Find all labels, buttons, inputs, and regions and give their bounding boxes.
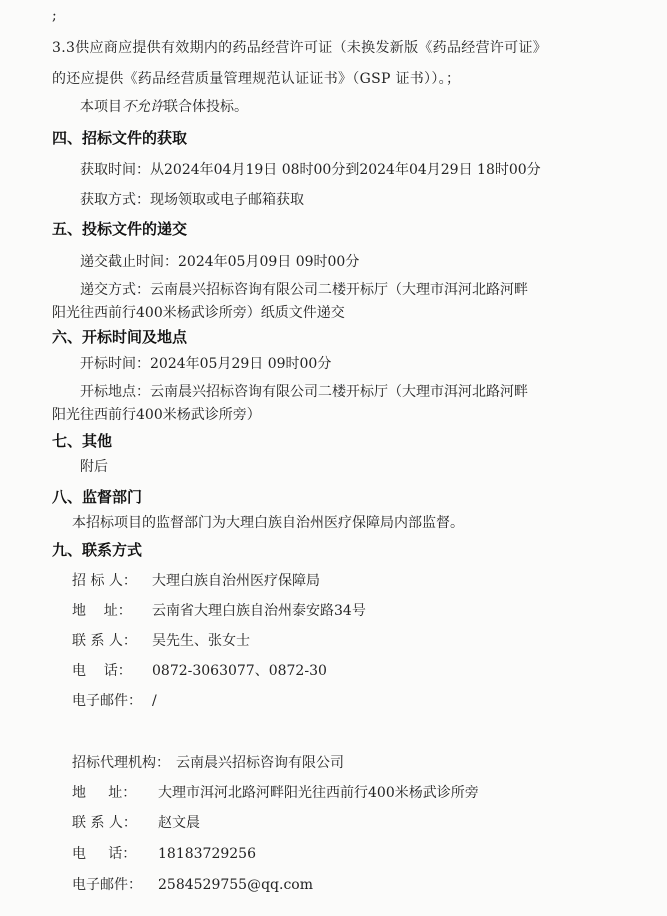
acquire-time: 获取时间：从2024年04月19日 08时00分到2024年04月29日 18时00分 [80, 162, 541, 178]
agency-email-row: 电子邮件： 2584529755@qq.com [72, 877, 313, 893]
agency-row: 招标代理机构： 云南晨兴招标咨询有限公司 [72, 755, 344, 771]
tenderer-row: 招 标 人： 大理白族自治州医疗保障局 [72, 573, 320, 589]
section-5-title: 五、投标文件的递交 [52, 220, 188, 238]
tenderer-phone-row: 电 话： 0872-3063077、0872-30 [72, 663, 327, 679]
opening-place-line1: 开标地点：云南晨兴招标咨询有限公司二楼开标厅（大理市洱河北路河畔 [80, 384, 528, 400]
section-4-title: 四、招标文件的获取 [52, 129, 188, 147]
tenderer-contact-row: 联 系 人： 吴先生、张女士 [72, 633, 250, 649]
tenderer-address-row: 地 址： 云南省大理白族自治州泰安路34号 [72, 603, 366, 619]
opening-time: 开标时间：2024年05月29日 09时00分 [80, 356, 332, 372]
submit-method-line2: 阳光往西前行400米杨武诊所旁）纸质文件递交 [52, 305, 345, 321]
agency-address-row: 地 址： 大理市洱河北路河畔阳光往西前行400米杨武诊所旁 [72, 785, 479, 801]
agency-phone-row: 电 话： 18183729256 [72, 846, 256, 862]
not-allowed-emphasis: 不允许 [122, 99, 164, 115]
section-7-title: 七、其他 [52, 432, 113, 450]
agency-contact-row: 联 系 人： 赵文晨 [72, 815, 200, 831]
opening-place-line2: 阳光往西前行400米杨武诊所旁） [52, 407, 261, 423]
others-body: 附后 [80, 459, 108, 475]
supervision-body: 本招标项目的监督部门为大理白族自治州医疗保障局内部监督。 [72, 515, 464, 531]
req-3-3-line2: 的还应提供《药品经营质量管理规范认证证书》（GSP 证书））。； [52, 71, 461, 87]
consortium-note: 本项目不允许联合体投标。 [80, 99, 248, 115]
section-8-title: 八、监督部门 [52, 488, 143, 506]
acquire-method: 获取方式：现场领取或电子邮箱获取 [80, 192, 304, 208]
section-9-title: 九、联系方式 [52, 541, 143, 559]
submit-method-line1: 递交方式：云南晨兴招标咨询有限公司二楼开标厅（大理市洱河北路河畔 [80, 282, 528, 298]
tenderer-email-row: 电子邮件： / [72, 693, 157, 709]
top-mark: ; [52, 8, 57, 24]
submit-deadline: 递交截止时间：2024年05月09日 09时00分 [80, 254, 360, 270]
section-6-title: 六、开标时间及地点 [52, 328, 188, 346]
req-3-3-line1: 3.3供应商应提供有效期内的药品经营许可证（未换发新版《药品经营许可证》 [52, 40, 548, 56]
